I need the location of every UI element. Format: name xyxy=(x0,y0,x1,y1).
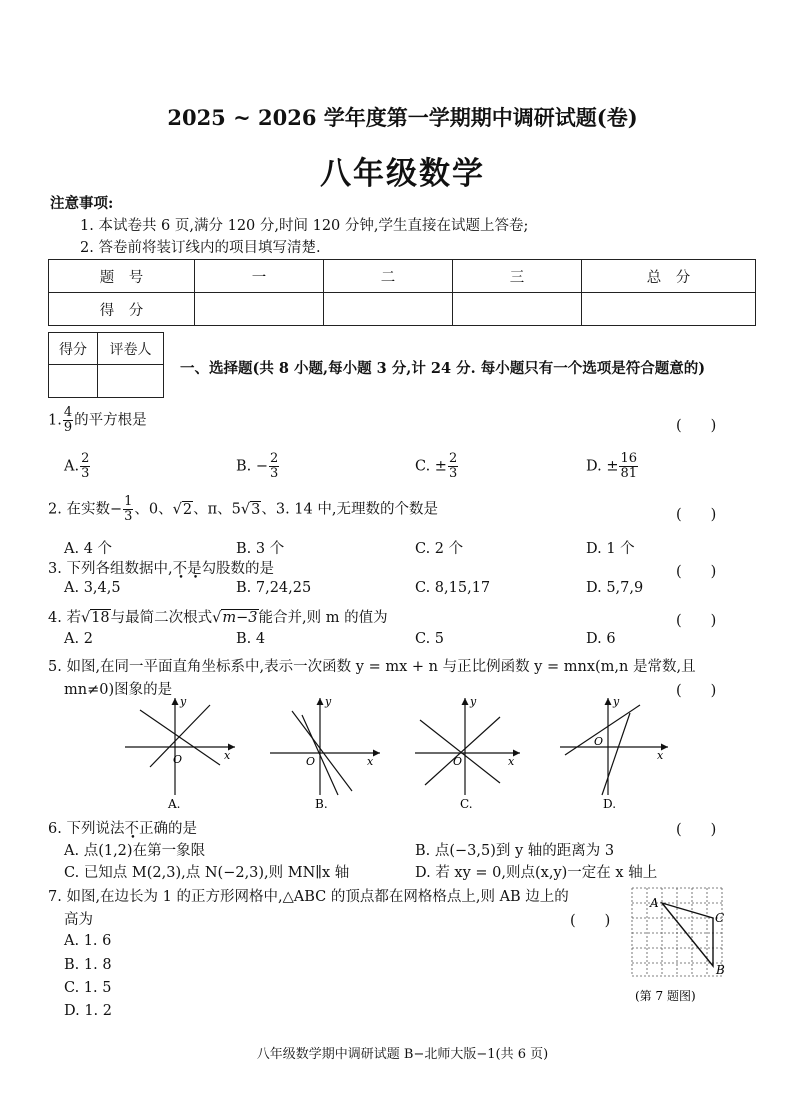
q7-option-d: D. 1. 2 xyxy=(64,1003,112,1019)
notice-item-1: 1. 本试卷共 6 页,满分 120 分,时间 120 分钟,学生直接在试题上答卷; xyxy=(80,218,529,234)
score-table xyxy=(48,259,756,326)
q7-option-b: B. 1. 8 xyxy=(64,957,112,973)
q7-vertex-c: C xyxy=(715,911,725,925)
q7-option-a: A. 1. 6 xyxy=(64,933,112,949)
exam-title: 2025 ~ 2026 学年度第一学期期中调研试题(卷) xyxy=(167,105,638,130)
q5-graph-b-y-label: y xyxy=(325,695,332,708)
q1-stem: 1. $\frac{4}{9}$ 的平方根是 xyxy=(48,405,147,435)
q4-option-c: C. 5 xyxy=(415,631,445,647)
q4-answer-paren[interactable]: ( ) xyxy=(676,613,717,629)
q5-graph-a-label: A. xyxy=(168,797,181,811)
q5-graph-d[interactable] xyxy=(560,698,668,795)
q1-option-a: A. $\frac{2}{3}$ xyxy=(64,451,90,481)
notice-heading: 注意事项: xyxy=(50,195,114,212)
q5-graph-c-y-label: y xyxy=(470,695,477,708)
score-input-cell[interactable] xyxy=(453,293,582,326)
q5-graph-d-origin: O xyxy=(594,735,604,748)
score-table-header-cell: 三 xyxy=(453,260,582,293)
grader-box xyxy=(48,332,164,398)
q2-option-a: A. 4 个 xyxy=(64,541,113,557)
q2-stem: 2. 在实数− $\frac{1}{3}$ 、0、√2、π、5√3、3. 14 中,无理数的个数是 xyxy=(48,494,438,524)
q6-option-d: D. 若 xy = 0,则点(x,y)一定在 x 轴上 xyxy=(415,865,658,881)
q5-graph-b-label: B. xyxy=(315,797,328,811)
q1-option-d: D. ± $\frac{16}{81}$ xyxy=(586,451,638,481)
q2-option-b: B. 3 个 xyxy=(236,541,285,557)
q6-option-a: A. 点(1,2)在第一象限 xyxy=(64,843,206,859)
q6-stem: 6. 下列说法不正确的是 xyxy=(48,821,197,837)
q5-stem-line1: 5. 如图,在同一平面直角坐标系中,表示一次函数 y = mx + n 与正比例函数 y = mnx(m,n 是常数,且 xyxy=(48,659,696,675)
subject-title: 八年级数学 xyxy=(320,156,485,192)
q1-option-c: C. ± $\frac{2}{3}$ xyxy=(415,451,458,481)
score-table-header-cell: 总 分 xyxy=(582,260,756,293)
q5-graph-b-x-label: x xyxy=(367,755,374,768)
q2-option-d: D. 1 个 xyxy=(586,541,635,557)
q5-graph-d-x-label: x xyxy=(657,749,664,762)
q5-graph-a[interactable] xyxy=(125,698,235,795)
q3-stem: 3. 下列各组数据中,不是勾股数的是 xyxy=(48,561,275,577)
score-input-cell[interactable] xyxy=(324,293,453,326)
score-input-cell[interactable] xyxy=(582,293,756,326)
score-table-header-cell: 一 xyxy=(195,260,324,293)
q7-stem-line2: 高为 xyxy=(64,912,93,928)
q5-graphs xyxy=(120,695,680,815)
score-table-header-cell: 题 号 xyxy=(49,260,195,293)
q7-triangle xyxy=(662,903,713,966)
grader-score-cell[interactable] xyxy=(49,365,98,398)
notice-item-2: 2. 答卷前将装订线内的项目填写清楚. xyxy=(80,240,321,256)
q5-graph-c-origin: O xyxy=(453,755,463,768)
q5-graph-a-x-label: x xyxy=(224,749,231,762)
q5-graph-d-label: D. xyxy=(603,797,617,811)
q5-graph-c-x-label: x xyxy=(508,755,515,768)
grader-name-cell[interactable] xyxy=(98,365,164,398)
q7-answer-paren[interactable]: ( ) xyxy=(570,913,611,929)
q6-answer-paren[interactable]: ( ) xyxy=(676,822,717,838)
q4-stem: 4. 若√18与最简二次根式√m−3能合并,则 m 的值为 xyxy=(48,610,388,626)
q5-answer-paren[interactable]: ( ) xyxy=(676,683,717,699)
score-table-header-cell: 二 xyxy=(324,260,453,293)
q5-graph-b-origin: O xyxy=(306,755,316,768)
q5-graph-a-origin: O xyxy=(173,753,183,766)
score-input-cell[interactable] xyxy=(195,293,324,326)
q1-option-b: B. − $\frac{2}{3}$ xyxy=(236,451,279,481)
grader-score-label: 得分 xyxy=(49,333,98,365)
q5-graph-a-y-label: y xyxy=(180,695,187,708)
q3-option-c: C. 8,15,17 xyxy=(415,580,491,596)
q7-caption: (第 7 题图) xyxy=(635,989,696,1003)
grader-label: 评卷人 xyxy=(98,333,164,365)
q3-option-b: B. 7,24,25 xyxy=(236,580,312,596)
q7-vertex-b: B xyxy=(716,963,725,977)
section-1-heading: 一、选择题(共 8 小题,每小题 3 分,计 24 分. 每小题只有一个选项是符合题意的) xyxy=(180,360,706,377)
q2-answer-paren[interactable]: ( ) xyxy=(676,507,717,523)
q5-graph-d-y-label: y xyxy=(613,695,620,708)
q2-option-c: C. 2 个 xyxy=(415,541,464,557)
q4-option-d: D. 6 xyxy=(586,631,616,647)
q4-option-b: B. 4 xyxy=(236,631,266,647)
q4-option-a: A. 2 xyxy=(64,631,93,647)
q3-answer-paren[interactable]: ( ) xyxy=(676,564,717,580)
q7-stem-line1: 7. 如图,在边长为 1 的正方形网格中,△ABC 的顶点都在网格格点上,则 AB 边上的 xyxy=(48,889,569,905)
q5-graph-b[interactable] xyxy=(270,698,380,795)
q5-stem-line2: mn≠0)图象的是 xyxy=(64,682,173,698)
q7-vertex-a: A xyxy=(650,896,659,910)
score-table-row-label: 得 分 xyxy=(49,293,195,326)
q6-option-b: B. 点(−3,5)到 y 轴的距离为 3 xyxy=(415,843,615,859)
q7-option-c: C. 1. 5 xyxy=(64,980,112,996)
q5-graph-c[interactable] xyxy=(415,698,520,795)
q7-figure xyxy=(625,885,740,1010)
q5-graph-c-label: C. xyxy=(460,797,473,811)
q3-option-a: A. 3,4,5 xyxy=(64,580,121,596)
page-footer: 八年级数学期中调研试题 B−北师大版−1(共 6 页) xyxy=(256,1047,549,1062)
q3-option-d: D. 5,7,9 xyxy=(586,580,644,596)
q1-answer-paren[interactable]: ( ) xyxy=(676,418,717,434)
q6-option-c: C. 已知点 M(2,3),点 N(−2,3),则 MN∥x 轴 xyxy=(64,865,350,881)
